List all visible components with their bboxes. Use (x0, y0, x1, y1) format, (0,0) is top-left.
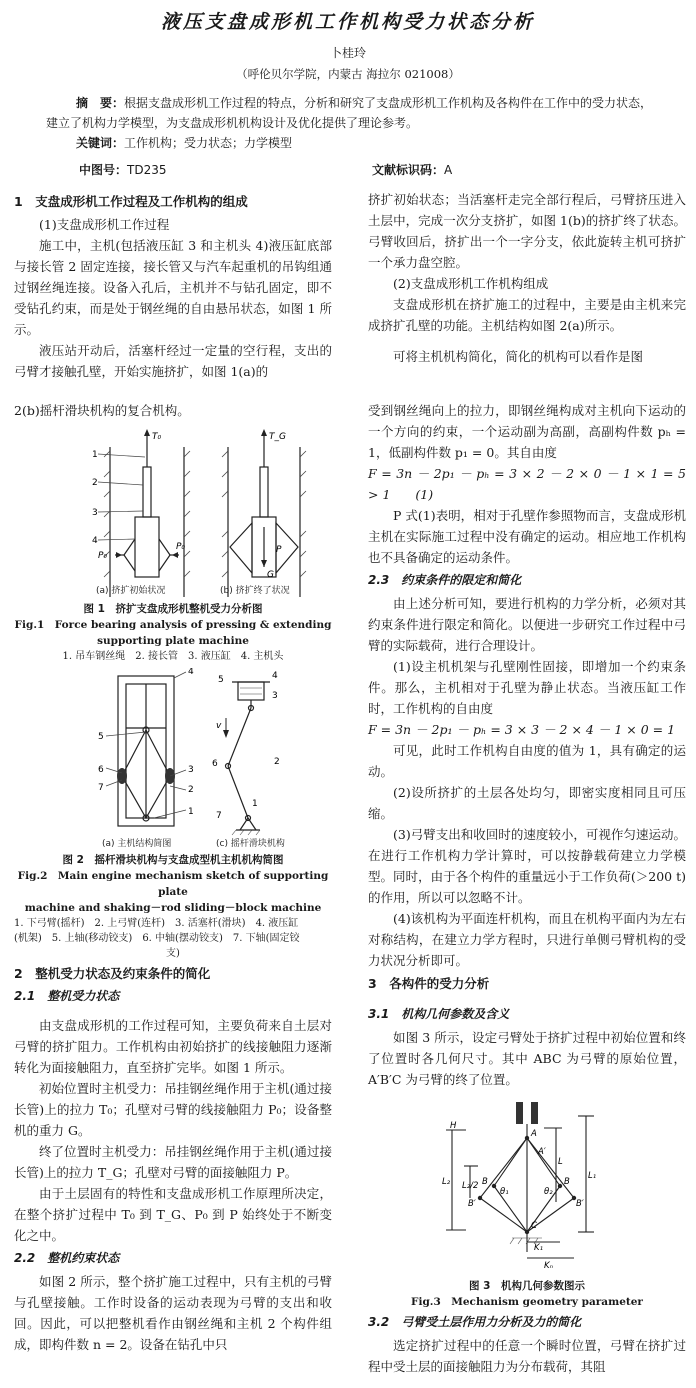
figure-2-caption: 图 2 摇杆滑块机构与支盘成型机主机机构简图 (62, 854, 284, 866)
svg-text:Kₙ: Kₙ (544, 1261, 553, 1271)
paragraph: 挤扩初始状态；当活塞杆走完全部行程后，弓臂挤压进入土层中，完成一次分支挤扩，如图 1(b)的挤扩终了状态。弓臂收回后，挤扩出一个一字分支，依此旋转主机可挤扩一个承力盘空腔。 (368, 192, 686, 270)
svg-text:4: 4 (92, 536, 98, 546)
section-3-heading: 3 各构件的受力分析 (368, 976, 490, 991)
right-column-top (368, 189, 686, 367)
svg-text:5: 5 (218, 675, 224, 685)
figure-1-subcaption-a: (a) 挤扩初始状况 (96, 586, 166, 596)
paragraph: 可见，此时工作机构自由度的值为 1，具有确定的运动。 (368, 743, 686, 779)
paragraph: (2)设所挤扩的土层各处均匀，即密实度相同且可压缩。 (368, 785, 686, 821)
paper-title: 液压支盘成形机工作机构受力状态分析 (160, 11, 535, 33)
figure-2-caption-en-line2: machine and shaking－rod sliding－block machine (24, 902, 322, 914)
svg-text:P₀: P₀ (98, 551, 108, 561)
svg-text:L₂: L₂ (442, 1177, 451, 1187)
figure-2-legend-line1: 1. 下弓臂(摇杆) 2. 上弓臂(连杆) 3. 活塞杆(滑块) 4. 液压缸 (14, 918, 299, 929)
svg-text:C: C (531, 1221, 537, 1231)
keywords-label: 关键词： (76, 136, 125, 150)
svg-text:L: L (558, 1157, 563, 1167)
figure-1-caption-en-line1: Fig.1 Force bearing analysis of pressing & extending (14, 619, 332, 631)
paragraph: (1)设主机机架与孔壁刚性固接，即增加一个约束条件。那么，主机相对于孔壁为静止状态。当液压缸工作时，工作机构的自由度 (368, 659, 686, 716)
svg-text:T_G: T_G (269, 432, 286, 442)
svg-text:θ₂: θ₂ (544, 1187, 553, 1197)
keywords: 工作机构；受力状态；力学模型 (124, 136, 293, 150)
subsection-3-1: 3.1 机构几何参数及含义 (368, 1007, 510, 1021)
figure-3-diagram (368, 1098, 686, 1274)
svg-text:v: v (216, 721, 222, 731)
svg-text:B′: B′ (576, 1199, 584, 1209)
svg-text:1: 1 (252, 799, 258, 809)
svg-text:1: 1 (188, 807, 194, 817)
svg-text:6: 6 (98, 765, 104, 775)
paragraph: 可将主机机构简化，简化的机构可以看作是图 (393, 349, 644, 364)
paragraph: 液压站开动后，活塞杆经过一定量的空行程，支出的弓臂才接触孔壁，开始实施挤扩，如图 1(a)的 (14, 343, 332, 379)
left-column-top (14, 189, 332, 382)
svg-text:K₁: K₁ (534, 1243, 543, 1253)
abstract-text: 根据支盘成形机工作过程的特点，分析和研究了支盘成形机工作机构及各构件在工作中的受力状态，建立了机构力学模型，为支盘成形机机构设计及优化提供了理论参考。 (46, 96, 653, 130)
subsection-2-3: 2.3 约束条件的限定和简化 (368, 573, 522, 587)
paragraph: P 式(1)表明，相对于孔壁作参照物而言，支盘成形机主机在实际施工过程中没有确定的运动。相应地工作机构也不具备确定的运动条件。 (368, 508, 686, 565)
svg-text:θ₁: θ₁ (500, 1187, 509, 1197)
paragraph: (3)弓臂支出和收回时的速度较小，可视作匀速运动。在进行工作机构力学计算时，可以按静载荷建立力学模型。同时，由于各个构件的重量远小于工作负荷(＞200 t)的作用，所以可以忽略不计。 (368, 827, 686, 905)
subsection-1-2: (2)支盘成形机工作机构组成 (393, 276, 549, 291)
svg-text:1: 1 (92, 450, 98, 460)
paragraph: 如图 2 所示，整个挤扩施工过程中，只有主机的弓臂与孔壁接触。工作时设备的运动表现为弓臂的支出和收回。因此，可以把整机看作由钢丝绳和主机 2 个构件组成，即构件数 n = 2。设备在钻孔中只 (14, 1274, 332, 1352)
subsection-2-1: 2.1 整机受力状态 (14, 989, 120, 1003)
svg-text:2: 2 (274, 757, 280, 767)
abstract-block (46, 93, 664, 153)
svg-text:3: 3 (92, 508, 98, 518)
svg-text:H: H (450, 1121, 457, 1131)
figure-2-diagram (14, 668, 332, 848)
svg-text:4: 4 (272, 671, 278, 681)
paragraph: 支盘成形机在挤扩施工的过程中，主要是由主机来完成挤扩孔壁的功能。主机结构如图 2(a)所示。 (368, 297, 686, 333)
figure-1-caption-en-line2: supporting plate machine (97, 635, 249, 647)
figure-2-legend-line2: (机架) 5. 上轴(移动铰支) 6. 中轴(摆动铰支) 7. 下轴(固定铰 (14, 933, 300, 944)
paragraph: 施工中，主机(包括液压缸 3 和主机头 4)液压缸底部与接长管 2 固定连接，接长管又与汽车起重机的吊钩组通过钢丝绳连接。设备入孔后，主机并不与钻孔固定，即不受钻孔约束，而是处于钢丝绳的自由悬吊状态，如图 1 所示。 (14, 238, 332, 337)
svg-text:P: P (276, 545, 282, 555)
abstract-label: 摘 要： (76, 96, 125, 110)
figure-3-caption-en: Fig.3 Mechanism geometry parameter (411, 1296, 643, 1308)
figure-2-caption-en-line1: Fig.2 Main engine mechanism sketch of supporting plate (17, 870, 329, 898)
svg-text:7: 7 (216, 811, 222, 821)
svg-text:A: A (531, 1129, 537, 1139)
paragraph: 终了位置时主机受力：吊挂钢丝绳作用于主机(通过接长管)上的拉力 T_G；孔壁对弓臂的面接触阻力 P。 (14, 1144, 332, 1180)
equation-1: F = 3n － 2p₁ － pₕ = 3 × 2 － 2 × 0 － 1 × 1 = 5 > 1 (1) (368, 466, 686, 502)
svg-text:2: 2 (188, 785, 194, 795)
figure-1-legend: 1. 吊车钢丝绳 2. 接长管 3. 液压缸 4. 主机头 (62, 651, 284, 662)
svg-text:7: 7 (98, 783, 104, 793)
figure-2-subcaption-a: (a) 主机结构简图 (102, 839, 172, 848)
svg-text:B: B (564, 1177, 570, 1187)
subsection-3-2: 3.2 弓臂受土层作用力分析及力的简化 (368, 1315, 582, 1329)
svg-text:G: G (267, 570, 274, 580)
paragraph: 由支盘成形机的工作过程可知，主要负荷来自土层对弓臂的挤扩阻力。工作机构由初始挤扩的线接触阻力逐渐转化为面接触阻力，直至挤扩完毕。如图 1 所示。 (14, 1018, 332, 1075)
figure-1-subcaption-b: (b) 挤扩终了状况 (220, 586, 290, 596)
svg-text:3: 3 (188, 765, 194, 775)
paragraph: (4)该机构为平面连杆机构，而且在机构平面内为左右对称结构，在建立力学方程时，只进行单侧弓臂机构的受力状况分析即可。 (368, 911, 686, 968)
svg-text:T₀: T₀ (152, 432, 162, 442)
left-column-main (14, 400, 332, 1355)
subsection-1-1: (1)支盘成形机工作过程 (39, 217, 170, 232)
figure-2-subcaption-c: (c) 摇杆滑块机构 (216, 839, 285, 848)
svg-text:2: 2 (92, 478, 98, 488)
paragraph: 2(b)摇杆滑块机构的复合机构。 (14, 403, 190, 418)
svg-text:P₀: P₀ (176, 542, 186, 552)
svg-text:L₂/2: L₂/2 (462, 1181, 479, 1191)
paragraph: 如图 3 所示，设定弓臂处于挤扩过程中初始位置和终了位置时各几何尺寸。其中 ABC 为弓臂的原始位置，A′B′C 为弓臂的终了位置。 (368, 1030, 686, 1087)
svg-text:3: 3 (272, 691, 278, 701)
svg-text:B: B (482, 1177, 488, 1187)
section-1-heading: 1 支盘成形机工作过程及工作机构的组成 (14, 194, 248, 209)
paragraph: 选定挤扩过程中的任意一个瞬时位置，弓臂在挤扩过程中受土层的面接触阻力为分布载荷，其阻 (368, 1338, 686, 1374)
svg-text:A′: A′ (538, 1147, 546, 1157)
author: 卜桂玲 (329, 46, 366, 60)
paragraph: 由于土层固有的特性和支盘成形机工作原理所决定，在整个挤扩过程中 T₀ 到 T_G、P₀ 到 P 始终处于不断变化之中。 (14, 1186, 332, 1243)
figure-2-legend-line3: 支) (166, 948, 180, 959)
doc-code-line: 文献标识码：A (372, 163, 453, 177)
figure-3-caption: 图 3 机构几何参数图示 (469, 1280, 585, 1292)
figure-1-caption: 图 1 挤扩支盘成形机整机受力分析图 (83, 603, 263, 615)
paragraph: 受到钢丝绳向上的拉力，即钢丝绳构成对主机向下运动的一个方向的约束，一个运动副为高副，高副构件数 pₕ = 1，低副构件数 p₁ = 0。其自由度 (368, 403, 686, 460)
figure-1-diagram (14, 427, 332, 597)
svg-text:5: 5 (98, 732, 104, 742)
subsection-2-2: 2.2 整机约束状态 (14, 1251, 120, 1265)
svg-text:6: 6 (212, 759, 218, 769)
right-column-main (368, 400, 686, 1377)
paragraph: 初始位置时主机受力：吊挂钢丝绳作用于主机(通过接长管)上的拉力 T₀；孔壁对弓臂的线接触阻力 P₀；设备整机的重力 G。 (14, 1081, 332, 1138)
clc-line: 中图号：TD235 (79, 163, 167, 177)
svg-text:4: 4 (188, 668, 194, 677)
paragraph: 由上述分析可知，要进行机构的力学分析，必须对其约束条件进行限定和简化。以便进一步研究工作过程中弓臂的实际载荷，进行合理设计。 (368, 596, 686, 653)
svg-text:L₁: L₁ (588, 1171, 597, 1181)
equation-2: F = 3n － 2p₁ － pₕ = 3 × 3 － 2 × 4 － 1 × 0 = 1 (368, 722, 676, 737)
affiliation: （呼伦贝尔学院，内蒙古 海拉尔 021008） (236, 67, 460, 81)
section-2-heading: 2 整机受力状态及约束条件的简化 (14, 966, 211, 981)
svg-text:B′: B′ (468, 1199, 476, 1209)
